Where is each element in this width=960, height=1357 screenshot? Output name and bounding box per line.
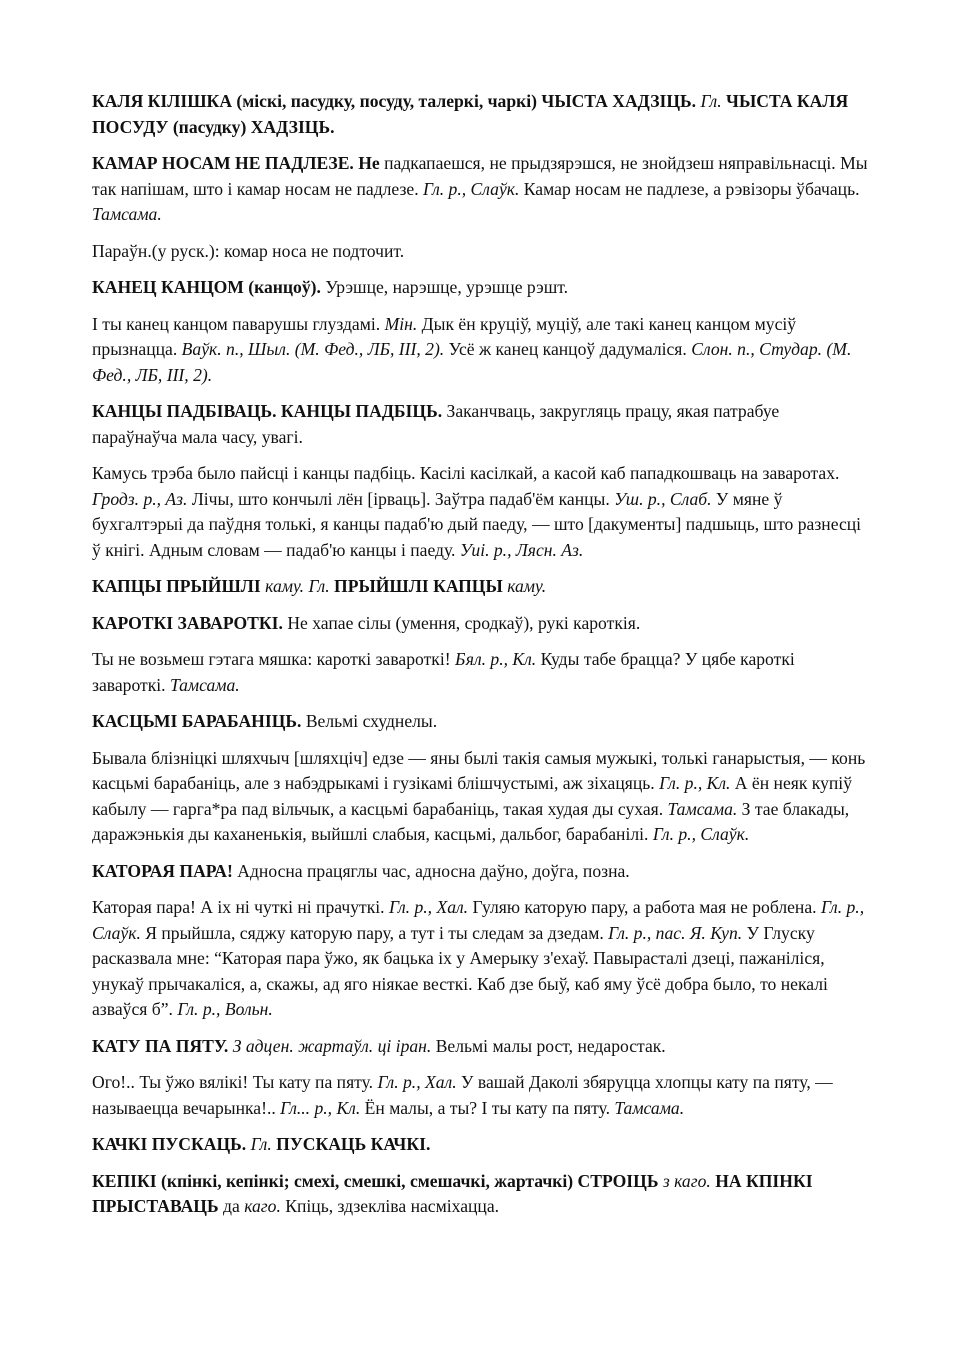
entry-text: Вельмі схуднелы. — [301, 711, 438, 731]
entry-text: У вашай Даколі збяруцца хлопцы кату па пяту, — называецца вечарынка!.. — [92, 1072, 833, 1118]
source-reference: Слон. п., Студар. (М. Фед., ЛБ, III, 2). — [92, 339, 852, 385]
dictionary-paragraph — [92, 275, 868, 301]
dictionary-paragraph — [92, 895, 868, 1023]
entry-text: Бывала блізніцкі шляхчыч [шляхціч] едзе — яны былі такія самыя мужыкі, толькі ганарыстыя, — конь касцьмі барабаніць, але з набэдрыкамі і гузікамі блішчустымі, аж зіхацяць. — [92, 747, 866, 793]
entry-headword: КАЛЯ КІЛІШКА (міскі, пасудку, посуду, талеркі, чаркі) ЧЫСТА ХАДЗІЦЬ. — [92, 91, 697, 111]
entry-headword: КАМАР НОСАМ НЕ ПАДЛЕЗЕ. Не — [92, 153, 380, 173]
source-reference: каму. — [507, 576, 547, 596]
source-reference: Тамсама. — [667, 798, 738, 819]
entry-headword: ЧЫСТА КАЛЯ ПОСУДУ (пасудку) ХАДЗІЦЬ. — [92, 91, 849, 137]
entry-headword: КАСЦЬМІ БАРАБАНІЦЬ. — [92, 711, 302, 731]
entry-text: Каторая пара! А іх ні чуткі ні прачуткі. — [92, 897, 389, 917]
entry-headword: НА КПІНКІ ПРЫСТАВАЦЬ — [92, 1170, 813, 1216]
source-reference: Уиі. р., Лясн. Аз. — [459, 539, 584, 560]
entry-text: А ён нeяк купіў кабылу — гаргa*ра пад вільчык, а касцьмі барабаніць, такая худая ды сухая. — [92, 773, 852, 819]
entry-text: Гуляю каторую пару, а работа мая не роблена. — [468, 897, 821, 917]
entry-text: Ты не возьмеш гэтага мяшка: кароткі завароткі! — [92, 649, 455, 669]
dictionary-paragraph — [92, 461, 868, 563]
source-reference: Тамсама. — [169, 674, 240, 695]
entry-text: Ён малы, а ты? І ты кату па пяту. — [360, 1097, 615, 1118]
source-reference: Бял. р., Кл. — [454, 649, 537, 669]
source-reference: Гл. р., Вольн. — [177, 999, 273, 1019]
entry-text: Я прыйшла, сяджу каторую пару, а тут і ты следам за дзедам. — [140, 922, 609, 943]
source-reference: Гл. р., Слаўк. — [652, 824, 750, 844]
source-reference: Гродз. р., Аз. — [92, 488, 188, 509]
dictionary-paragraph — [92, 1169, 868, 1220]
entry-headword: КАНЦЫ ПАДБІВАЦЬ. КАНЦЫ ПАДБІЦЬ. — [92, 401, 443, 421]
entry-text: Дык ён круціў, муціў, але такі канец канцом мусіў прызнацца. — [92, 313, 797, 359]
entry-text: Ого!.. Ты ўжо вялікі! Ты кату па пяту. — [92, 1072, 378, 1092]
entry-text: Куды табе брацца? У цябе кароткі завароткі. — [92, 649, 795, 695]
source-reference: Гл. р., Слаўк. — [92, 897, 865, 943]
source-reference: Гл... р., Кл. — [280, 1097, 361, 1118]
entry-text: Камусь трэба было пайсці і канцы падбіць. Касілі касілкай, а касой каб пападкошваць на заваротах. — [92, 463, 840, 483]
source-reference: Гл. — [700, 91, 722, 111]
entry-text: І ты канец канцом паварушы глуздамі. — [92, 313, 385, 334]
entry-headword: КАРОТКІ ЗАВАРОТКІ. — [92, 612, 283, 633]
entry-text: Заканчваць, закругляць працу, якая патрабуе параўнаўча мала часу, увагі. — [92, 401, 780, 447]
dictionary-paragraph — [92, 709, 868, 735]
entry-headword: КАНЕЦ КАНЦОМ (канцоў). — [92, 277, 321, 297]
dictionary-paragraph — [92, 89, 868, 140]
dictionary-paragraph — [92, 746, 868, 848]
source-reference: Гл. р., пас. Я. Куп. — [608, 922, 743, 943]
dictionary-paragraph — [92, 859, 868, 885]
entry-text: Не хапае сілы (умення, сродкаў), рукі кароткія. — [282, 612, 641, 633]
dictionary-paragraph — [92, 399, 868, 450]
source-reference: каго. — [244, 1196, 281, 1216]
dictionary-paragraph — [92, 151, 868, 228]
source-reference: З адцен. жартаўл. ці іран. — [232, 1035, 432, 1056]
entry-text: Лічы, што кончылі лён [ірваць]. Заўтра падаб'ём канцы. — [187, 488, 615, 509]
source-reference: Тамсама. — [92, 204, 162, 224]
entry-text: Урэшце, нарэшце, урэшце рэшт. — [320, 277, 569, 297]
entry-text: Кпіць, здзекліва насміхацца. — [280, 1196, 500, 1216]
entry-text: Вельмі малы рост, недаростак. — [431, 1035, 666, 1056]
source-reference: Ваўк. п., Шыл. (М. Фед., ЛБ, III, 2). — [181, 339, 445, 359]
source-reference: Тамсама. — [614, 1097, 685, 1118]
entry-headword: КАЧКІ ПУСКАЦЬ. — [92, 1134, 247, 1154]
dictionary-paragraph — [92, 1132, 868, 1158]
dictionary-paragraph — [92, 239, 868, 265]
source-reference: Гл. р., Хал. — [388, 897, 469, 917]
source-reference: Гл. р., Кл. — [659, 773, 731, 793]
entry-text: Параўн.(у руск.): комар носа не подточит. — [92, 240, 405, 261]
dictionary-paragraph — [92, 1034, 868, 1060]
entry-text: Адносна працяглы час, адносна даўно, доўга, позна. — [232, 860, 630, 881]
entry-text: да — [218, 1196, 245, 1216]
entry-headword: КЕПІКІ (кпінкі, кепінкі; смехі, смешкі, смешачкі, жартачкі) СТРОІЦЬ — [92, 1170, 659, 1191]
entry-text: З тае блакады, даражэнькія ды каханенькія, выйшлі слабыя, касцьмі, дальбог, барабанілі. — [92, 798, 850, 844]
source-reference: Гл. р., Слаўк. — [423, 178, 520, 199]
dictionary-paragraph — [92, 312, 868, 389]
source-reference: Гл. — [250, 1134, 272, 1154]
entry-text: падкапаешся, не прыдзярэшся, не знойдзеш няправільнасці. Мы так напішам, што і камар носам не падлезе. — [92, 153, 868, 199]
source-reference: каму. Гл. — [265, 576, 330, 596]
source-reference: з каго. — [662, 1170, 711, 1191]
dictionary-paragraph — [92, 1070, 868, 1121]
source-reference: Уш. р., Слаб. — [614, 488, 712, 509]
entry-text: У мяне ў бухгалтэрыі да паўдня толькі, я канцы падаб'ю дый паеду, — што [дакументы] падшыць, што разнесці ў кнігі. Адным словам — падаб'ю канцы і паеду. — [92, 488, 862, 560]
entry-headword: ПРЫЙШЛІ КАПЦЫ — [334, 576, 503, 596]
source-reference: Гл. р., Хал. — [377, 1072, 457, 1092]
entry-text: Камар носам не падлезе, а рэвізоры ўбачаць. — [519, 178, 860, 199]
entry-text: У Глуску расказвала мне: “Каторая пара ўжо, як бацька іх у Амерыку з'ехаў. Павырасталі дзеці, пажаніліся, унукаў прычакаліся, а, скажы, ад яго ніякае весткі. Каб дзе быў, каб яму ўсё добра было, то некалі азваўся б”. — [92, 922, 828, 1019]
entry-headword: КАПЦЫ ПРЫЙШЛІ — [92, 576, 261, 596]
dictionary-paragraph — [92, 611, 868, 637]
entry-text: Усё ж канец канцоў дадумаліся. — [444, 339, 692, 359]
source-reference: Мін. — [384, 313, 418, 334]
entry-headword: ПУСКАЦЬ КАЧКІ. — [276, 1134, 431, 1154]
entry-headword: КАТОРАЯ ПАРА! — [92, 860, 233, 881]
dictionary-paragraph — [92, 647, 868, 698]
entry-headword: КАТУ ПА ПЯТУ. — [92, 1035, 229, 1056]
dictionary-paragraph — [92, 574, 868, 600]
